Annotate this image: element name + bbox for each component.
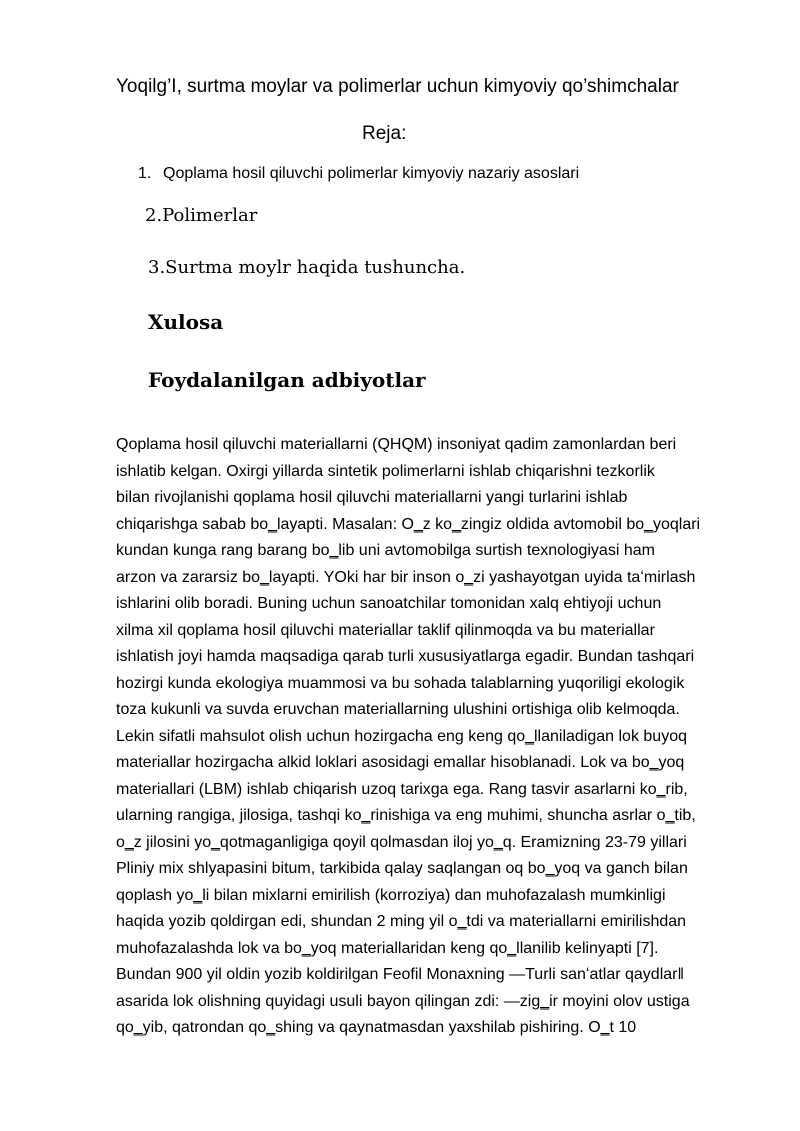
body-line: qoplash yo‗li bilan mixlarni emirilish (korroziya) dan muhofazalash mumkinligi xyxy=(116,886,666,904)
body-line: muhofazalashda lok va bo‗yoq materiallaridan keng qo‗llanilib kelinyapti [7]. xyxy=(116,939,659,957)
body-line: ishlatib kelgan. Oxirgi yillarda sintetik polimerlarni ishlab chiqarishni tezkorlik xyxy=(116,462,655,480)
body-line: ishlatish joyi hamda maqsadiga qarab turli xususiyatlarga egadir. Bundan tashqari xyxy=(116,648,695,665)
plan-references: Foydalanilgan adbiyotlar xyxy=(148,368,426,392)
plan-heading: Reja: xyxy=(362,123,407,144)
body-line: ularning rangiga, jilosiga, tashqi ko‗rinishiga va eng muhimi, shuncha asrlar o‗tib, xyxy=(116,807,696,824)
body-line: materiallar hozirgacha alkid loklari asosidagi emallar hisoblanadi. Lok va bo‗yoq xyxy=(116,754,685,771)
body-line: arzon va zararsiz bo‗layapti. YOki har bir inson o‗zi yashayotgan uyida taʻmirlash xyxy=(116,568,696,586)
plan-item-3: 3.Surtma moylr haqida tushuncha. xyxy=(148,257,466,278)
body-line: asarida lok olishning quyidagi usuli bayon qilingan zdi: ―zig‗ir moyini olov ustiga xyxy=(116,992,690,1010)
body-paragraph xyxy=(116,432,756,1042)
body-line: kundan kunga rang barang bo‗lib uni avtomobilga surtish texnologiyasi ham xyxy=(116,542,655,559)
body-line: chiqarishga sabab bo‗layapti. Masalan: O‗z ko‗zingiz oldida avtomobil bo‗yoqlari xyxy=(116,515,701,533)
body-line: haqida yozib qoldirgan edi, shundan 2 ming yil o‗tdi va materiallarni emirilishdan xyxy=(116,913,687,930)
body-line: hozirgi kunda ekologiya muammosi va bu sohada talablarning yuqoriligi ekologik xyxy=(116,674,685,692)
body-line: o‗z jilosini yo‗qotmaganligiga qoyil qolmasdan iloj yo‗q. Eramizning 23-79 yillari xyxy=(116,833,687,851)
plan-conclusion: Xulosa xyxy=(148,310,224,334)
plan-item-2: 2.Polimerlar xyxy=(145,205,258,226)
body-line: toza kukunli va suvda eruvchan materiallarning ulushini ortishiga olib kelmoqda. xyxy=(116,701,680,718)
plan-item-1-number: 1. xyxy=(138,165,152,182)
body-line: ishlarini olib boradi. Buning uchun sanoatchilar tomonidan xalq ehtiyoji uchun xyxy=(116,595,662,612)
body-line: materiallari (LBM) ishlab chiqarish uzoq tarixga ega. Rang tasvir asarlarni ko‗rib, xyxy=(116,780,688,798)
plan-item-1 xyxy=(138,165,579,183)
body-line: xilma xil qoplama hosil qiluvchi materiallar taklif qilinmoqda va bu materiallar xyxy=(116,621,655,639)
body-line: Pliniy mix shlyapasini bitum, tarkibida qalay saqlangan oq bo‗yoq va ganch bilan xyxy=(116,860,688,877)
body-line: Lekin sifatli mahsulot olish uchun hozirgacha eng keng qo‗llaniladigan lok buyoq xyxy=(116,727,687,745)
body-line: bilan rivojlanishi qoplama hosil qiluvchi materiallarni yangi turlarini ishlab xyxy=(116,489,628,506)
body-line: Qoplama hosil qiluvchi materiallarni (QHQM) insoniyat qadim zamonlardan beri xyxy=(116,436,677,453)
plan-item-1-text: Qoplama hosil qiluvchi polimerlar kimyoviy nazariy asoslari xyxy=(163,165,580,182)
body-line: qo‗yib, qatrondan qo‗shing va qaynatmasdan yaxshilab pishiring. O‗t 10 xyxy=(116,1019,637,1036)
document-title: Yoqilg’I, surtma moylar va polimerlar uchun kimyoviy qo’shimchalar xyxy=(116,76,679,97)
body-line: Bundan 900 yil oldin yozib koldirilgan Feofil Monaxning ―Turli sanʻatlar qaydlar‖ xyxy=(116,966,685,983)
